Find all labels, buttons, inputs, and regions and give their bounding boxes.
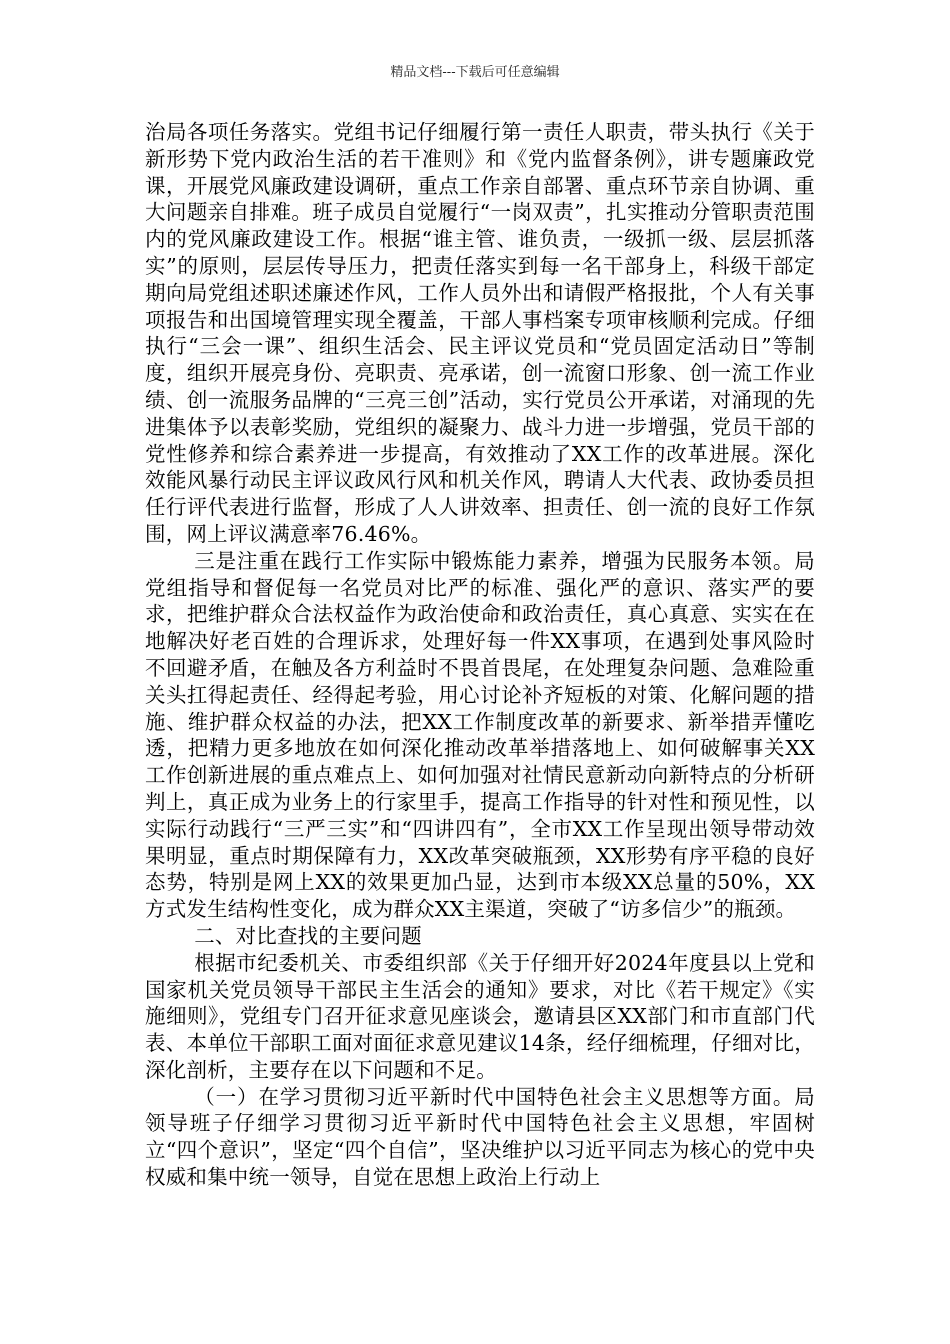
paragraph-party-building: 治局各项任务落实。党组书记仔细履行第一责任人职责，带头执行《关于新形势下党内政治生活的若干准则》和《党内监督条例》，讲专题廉政党课，开展党风廉政建设调研，重点工作亲自部署、重点环节亲自协调、重大问题亲自排难。班子成员自觉履行“一岗双责”，扎实推动分管职责范围内的党风廉政建设工作。根据“谁主管、谁负责，一级抓一级、层层抓落实”的原则，层层传导压力，把责任落实到每一名干部身上，科级干部定期向局党组述职述廉述作风，工作人员外出和请假严格报批，个人有关事项报告和出国境管理实现全覆盖，干部人事档案专项审核顺利完成。仔细执行“三会一课”、组织生活会、民主评议党员和“党员固定活动日”等制度，组织开展亮身份、亮职责、亮承诺，创一流窗口形象、创一流工作业绩、创一流服务品牌的“三亮三创”活动，实行党员公开承诺，对涌现的先进集体予以表彰奖励，党组织的凝聚力、战斗力进一步增强，党员干部的党性修养和综合素养进一步提高，有效推动了XX工作的改革进展。深化效能风暴行动民主评议政风行风和机关作风，聘请人大代表、政协委员担任行评代表进行监督，形成了人人讲效率、担责任、创一流的良好工作氛围，网上评议满意率76.46%。 — [145, 120, 815, 546]
section-heading-problems: 二、对比查找的主要问题 — [194, 923, 422, 948]
paragraph-third-point: 三是注重在践行工作实际中锻炼能力素养，增强为民服务本领。局党组指导和督促每一名党员对比严的标准、强化严的意识、落实严的要求，把维护群众合法权益作为政治使命和政治责任，真心真意、实实在在地解决好老百姓的合理诉求，处理好每一件XX事项，在遇到处事风险时不回避矛盾，在触及各方利益时不畏首畏尾，在处理复杂问题、急难险重关头扛得起责任、经得起考验，用心讨论补齐短板的对策、化解问题的措施、维护群众权益的办法，把XX工作制度改革的新要求、新举措弄懂吃透，把精力更多地放在如何深化推动改革举措落地上、如何破解事关XX工作创新进展的重点难点上、如何加强对社情民意新动向新特点的分析研判上，真正成为业务上的行家里手，提高工作指导的针对性和预见性，以实际行动践行“三严三实”和“四讲四有”，全市XX工作呈现出领导带动效果明显，重点时期保障有力，XX改革突破瓶颈，XX形势有序平稳的良好态势，特别是网上XX的效果更加凸显，达到市本级XX总量的50%，XX方式发生结构性变化，成为群众XX主渠道，突破了“访多信少”的瓶颈。 — [145, 548, 815, 922]
page-header: 精品文档---下载后可任意编辑 — [390, 65, 560, 80]
paragraph-subsection-one: （一）在学习贯彻习近平新时代中国特色社会主义思想等方面。局领导班子仔细学习贯彻习近平新时代中国特色社会主义思想，牢固树立“四个意识”，坚定“四个自信”，坚决维护以习近平同志为核心的党中央权威和集中统一领导，自觉在思想上政治上行动上 — [145, 1084, 815, 1190]
paragraph-basis: 根据市纪委机关、市委组织部《关于仔细开好2024年度县以上党和国家机关党员领导干部民主生活会的通知》要求，对比《若干规定》《实施细则》，党组专门召开征求意见座谈会，邀请县区XX部门和市直部门代表、本单位干部职工面对面征求意见建议14条，经仔细梳理，仔细对比，深化剖析，主要存在以下问题和不足。 — [145, 950, 815, 1082]
document-body — [145, 119, 815, 1191]
